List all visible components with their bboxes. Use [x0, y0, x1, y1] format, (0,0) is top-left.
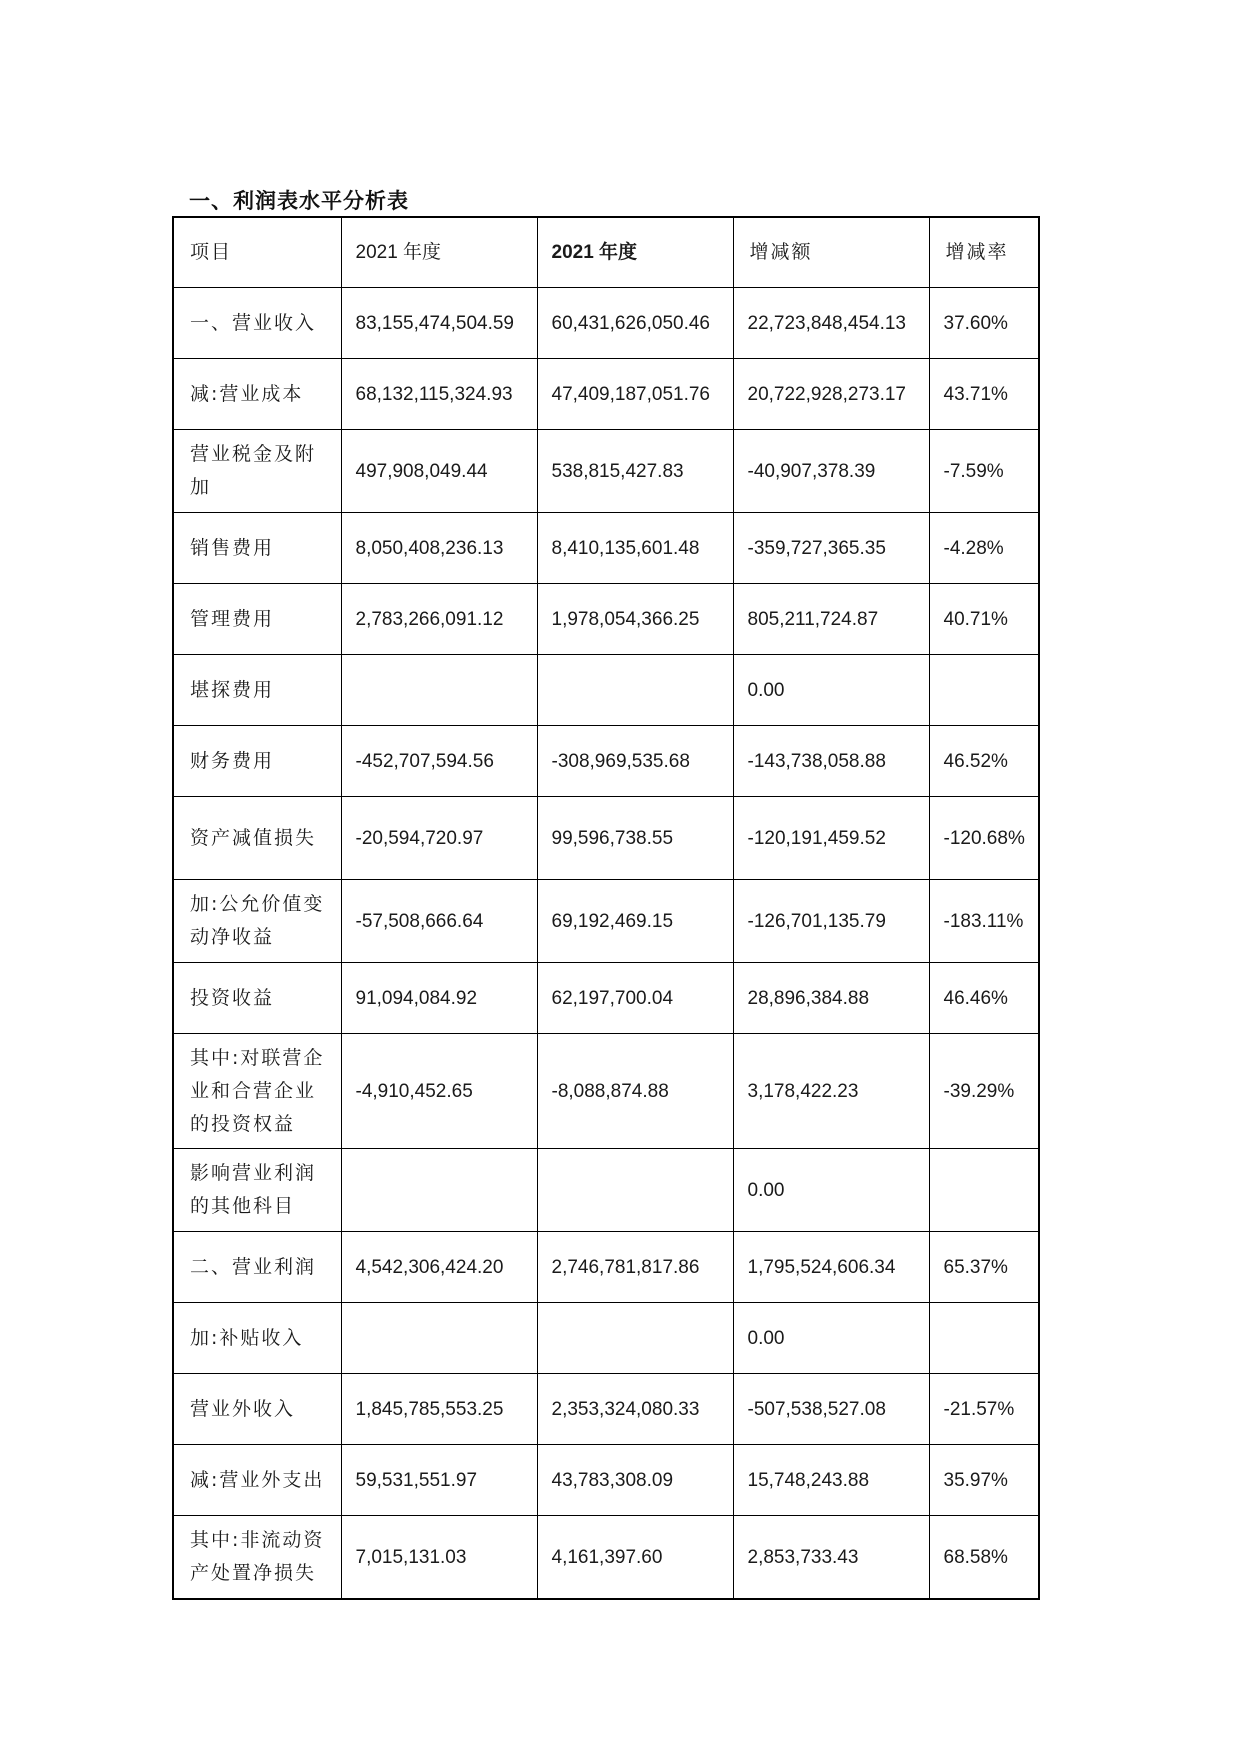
- row-rate: 46.46%: [929, 963, 1039, 1034]
- row-rate: 35.97%: [929, 1445, 1039, 1516]
- table-row: [173, 655, 1039, 726]
- row-diff: -507,538,527.08: [733, 1374, 929, 1445]
- row-item: 二、营业利润: [173, 1232, 341, 1303]
- row-item: 其中:非流动资产处置净损失: [173, 1516, 341, 1600]
- row-rate: [929, 655, 1039, 726]
- row-diff: -359,727,365.35: [733, 513, 929, 584]
- row-rate: [929, 1303, 1039, 1374]
- table-row: [173, 1374, 1039, 1445]
- row-value-a: -57,508,666.64: [341, 880, 537, 963]
- header-rate: 增减率: [929, 217, 1039, 288]
- table-row: [173, 963, 1039, 1034]
- row-value-b: [537, 1149, 733, 1232]
- row-rate: [929, 1149, 1039, 1232]
- row-value-b: [537, 655, 733, 726]
- row-rate: -21.57%: [929, 1374, 1039, 1445]
- header-year-a: 2021 年度: [341, 217, 537, 288]
- row-value-a: -4,910,452.65: [341, 1034, 537, 1149]
- row-value-b: 43,783,308.09: [537, 1445, 733, 1516]
- header-item: 项目: [173, 217, 341, 288]
- row-value-a: 7,015,131.03: [341, 1516, 537, 1600]
- row-value-a: -452,707,594.56: [341, 726, 537, 797]
- table-row: [173, 1516, 1039, 1600]
- row-value-b: 99,596,738.55: [537, 797, 733, 880]
- table-row: [173, 584, 1039, 655]
- row-value-a: -20,594,720.97: [341, 797, 537, 880]
- row-value-b: 60,431,626,050.46: [537, 288, 733, 359]
- row-value-a: 8,050,408,236.13: [341, 513, 537, 584]
- row-rate: -183.11%: [929, 880, 1039, 963]
- section-title: 一、利润表水平分析表: [189, 189, 409, 213]
- row-diff: 0.00: [733, 655, 929, 726]
- row-item: 减:营业外支出: [173, 1445, 341, 1516]
- income-statement-table: [172, 216, 1040, 1600]
- row-diff: 28,896,384.88: [733, 963, 929, 1034]
- row-rate: 40.71%: [929, 584, 1039, 655]
- row-rate: 43.71%: [929, 359, 1039, 430]
- row-value-b: 2,353,324,080.33: [537, 1374, 733, 1445]
- row-rate: -7.59%: [929, 430, 1039, 513]
- row-rate: 46.52%: [929, 726, 1039, 797]
- row-value-a: 68,132,115,324.93: [341, 359, 537, 430]
- table-row: [173, 1303, 1039, 1374]
- row-value-b: 1,978,054,366.25: [537, 584, 733, 655]
- row-diff: -126,701,135.79: [733, 880, 929, 963]
- row-value-a: [341, 1303, 537, 1374]
- table-row: [173, 1034, 1039, 1149]
- row-diff: -40,907,378.39: [733, 430, 929, 513]
- row-item: 加:补贴收入: [173, 1303, 341, 1374]
- row-rate: -39.29%: [929, 1034, 1039, 1149]
- row-rate: -120.68%: [929, 797, 1039, 880]
- row-item: 其中:对联营企业和合营企业的投资权益: [173, 1034, 341, 1149]
- row-diff: 22,723,848,454.13: [733, 288, 929, 359]
- table-row: [173, 797, 1039, 880]
- row-value-b: 8,410,135,601.48: [537, 513, 733, 584]
- row-diff: 20,722,928,273.17: [733, 359, 929, 430]
- row-value-a: 1,845,785,553.25: [341, 1374, 537, 1445]
- row-item: 投资收益: [173, 963, 341, 1034]
- row-item: 销售费用: [173, 513, 341, 584]
- row-diff: -120,191,459.52: [733, 797, 929, 880]
- row-value-a: [341, 1149, 537, 1232]
- row-value-b: -308,969,535.68: [537, 726, 733, 797]
- row-value-a: [341, 655, 537, 726]
- row-value-b: 2,746,781,817.86: [537, 1232, 733, 1303]
- table-row: [173, 513, 1039, 584]
- row-rate: 37.60%: [929, 288, 1039, 359]
- row-value-b: 69,192,469.15: [537, 880, 733, 963]
- row-item: 营业税金及附加: [173, 430, 341, 513]
- row-item: 堪探费用: [173, 655, 341, 726]
- row-value-a: 59,531,551.97: [341, 1445, 537, 1516]
- table-row: [173, 359, 1039, 430]
- row-value-a: 83,155,474,504.59: [341, 288, 537, 359]
- row-diff: 3,178,422.23: [733, 1034, 929, 1149]
- table-row: [173, 430, 1039, 513]
- row-diff: 15,748,243.88: [733, 1445, 929, 1516]
- row-item: 影响营业利润的其他科目: [173, 1149, 341, 1232]
- row-item: 一、营业收入: [173, 288, 341, 359]
- table-row: [173, 1445, 1039, 1516]
- row-value-b: [537, 1303, 733, 1374]
- row-value-b: 62,197,700.04: [537, 963, 733, 1034]
- row-diff: 0.00: [733, 1149, 929, 1232]
- row-value-b: -8,088,874.88: [537, 1034, 733, 1149]
- header-row: [173, 217, 1039, 288]
- row-rate: 68.58%: [929, 1516, 1039, 1600]
- row-rate: -4.28%: [929, 513, 1039, 584]
- row-value-a: 4,542,306,424.20: [341, 1232, 537, 1303]
- row-item: 资产减值损失: [173, 797, 341, 880]
- row-value-b: 47,409,187,051.76: [537, 359, 733, 430]
- row-value-a: 91,094,084.92: [341, 963, 537, 1034]
- header-diff: 增减额: [733, 217, 929, 288]
- row-item: 财务费用: [173, 726, 341, 797]
- header-year-b: 2021 年度: [537, 217, 733, 288]
- row-item: 减:营业成本: [173, 359, 341, 430]
- row-value-b: 538,815,427.83: [537, 430, 733, 513]
- row-item: 营业外收入: [173, 1374, 341, 1445]
- row-value-b: 4,161,397.60: [537, 1516, 733, 1600]
- row-item: 加:公允价值变动净收益: [173, 880, 341, 963]
- table-row: [173, 726, 1039, 797]
- table-row: [173, 1232, 1039, 1303]
- row-diff: 2,853,733.43: [733, 1516, 929, 1600]
- row-value-a: 2,783,266,091.12: [341, 584, 537, 655]
- row-diff: 805,211,724.87: [733, 584, 929, 655]
- table-row: [173, 288, 1039, 359]
- row-item: 管理费用: [173, 584, 341, 655]
- row-diff: 0.00: [733, 1303, 929, 1374]
- row-value-a: 497,908,049.44: [341, 430, 537, 513]
- row-diff: 1,795,524,606.34: [733, 1232, 929, 1303]
- table-row: [173, 880, 1039, 963]
- row-diff: -143,738,058.88: [733, 726, 929, 797]
- row-rate: 65.37%: [929, 1232, 1039, 1303]
- table-row: [173, 1149, 1039, 1232]
